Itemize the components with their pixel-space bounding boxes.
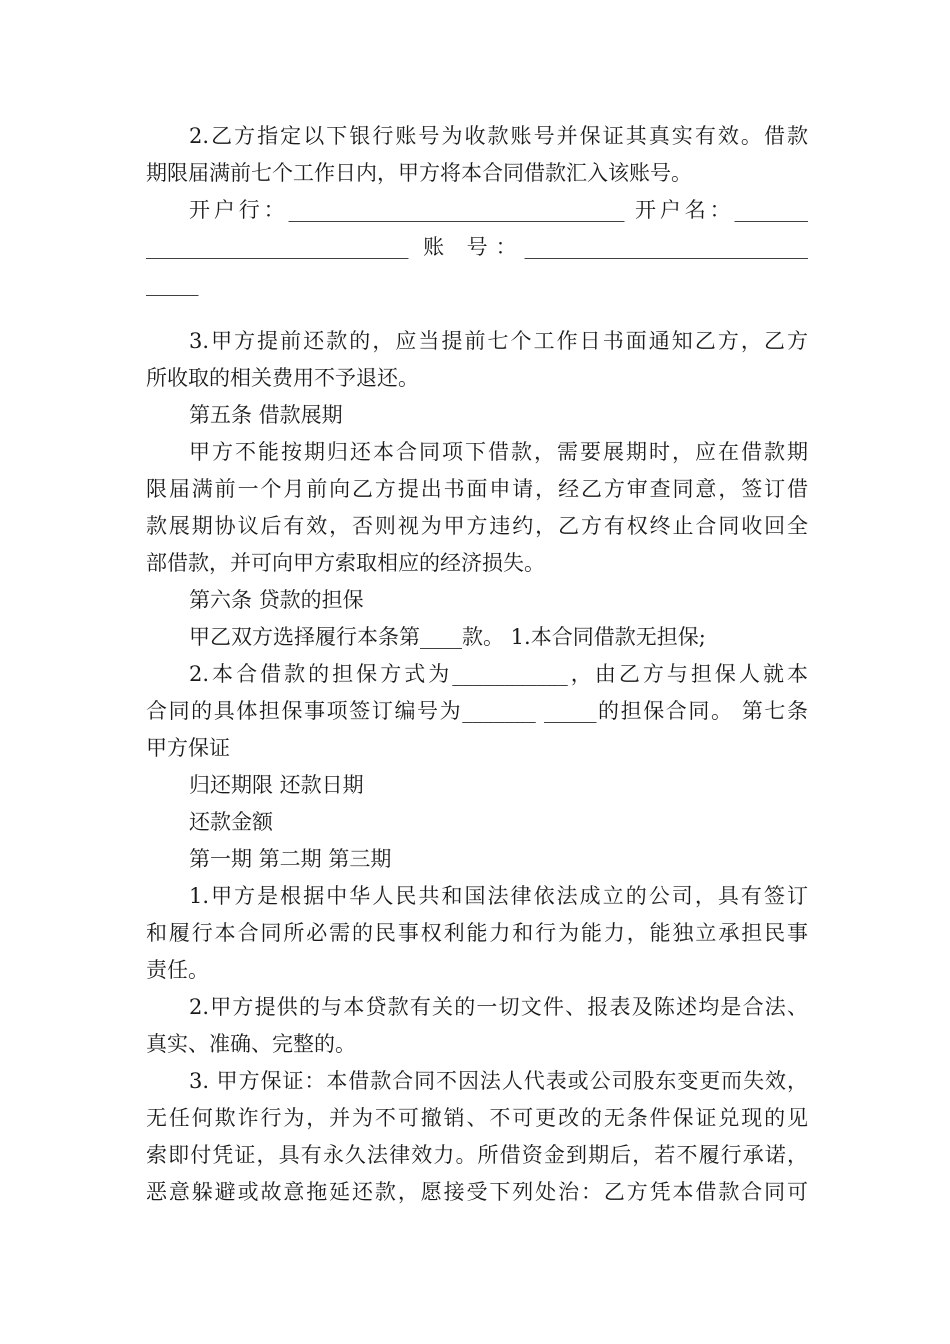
document-page — [146, 118, 808, 1211]
document-line: 真实、准确、完整的。 — [146, 1032, 356, 1056]
document-line: 归还期限 还款日期 — [189, 773, 364, 797]
document-line: 3.甲方提前还款的，应当提前七个工作日书面通知乙方，乙方 — [189, 329, 808, 353]
document-line: 所收取的相关费用不予退还。 — [146, 366, 419, 390]
document-line: 2.乙方指定以下银行账号为收款账号并保证其真实有效。借款 — [189, 124, 808, 148]
document-line: 第一期 第二期 第三期 — [189, 847, 392, 871]
document-line: 无任何欺诈行为，并为不可撤销、不可更改的无条件保证兑现的见 — [146, 1106, 808, 1130]
document-line: 开户行：________________________________ 开户名：_______ — [189, 198, 808, 222]
document-line: 甲方不能按期归还本合同项下借款，需要展期时，应在借款期 — [189, 440, 808, 464]
document-line: 部借款，并可向甲方索取相应的经济损失。 — [146, 551, 545, 575]
document-line: 合同的具体担保事项签订编号为_______ _____的担保合同。 第七条 — [146, 699, 808, 723]
paragraph-gap — [146, 303, 808, 323]
document-line: 1.甲方是根据中华人民共和国法律依法成立的公司，具有签订 — [189, 884, 808, 908]
document-line: 索即付凭证，具有永久法律效力。所借资金到期后，若不履行承诺， — [146, 1143, 808, 1167]
document-line: 第六条 贷款的担保 — [189, 588, 364, 612]
document-line: 还款金额 — [189, 810, 273, 834]
document-line: 责任。 — [146, 958, 209, 982]
document-line: 2.甲方提供的与本贷款有关的一切文件、报表及陈述均是合法、 — [189, 995, 808, 1019]
document-line: 限届满前一个月前向乙方提出书面申请，经乙方审查同意，签订借 — [146, 477, 808, 501]
document-line: _____ — [146, 272, 199, 296]
document-line: 甲方保证 — [146, 736, 230, 760]
document-line: 甲乙双方选择履行本条第____款。 1.本合同借款无担保; — [189, 625, 706, 649]
document-line: 恶意躲避或故意拖延还款，愿接受下列处治：乙方凭本借款合同可 — [146, 1180, 808, 1204]
document-line: 2.本合借款的担保方式为___________，由乙方与担保人就本 — [189, 662, 808, 686]
document-line: _________________________ 账 号：___________________________ — [146, 235, 808, 259]
document-line: 期限届满前七个工作日内，甲方将本合同借款汇入该账号。 — [146, 161, 692, 185]
document-line: 款展期协议后有效，否则视为甲方违约，乙方有权终止合同收回全 — [146, 514, 808, 538]
document-line: 和履行本合同所必需的民事权利能力和行为能力，能独立承担民事 — [146, 921, 808, 945]
document-line: 第五条 借款展期 — [189, 403, 343, 427]
document-line: 3. 甲方保证：本借款合同不因法人代表或公司股东变更而失效， — [189, 1069, 808, 1093]
